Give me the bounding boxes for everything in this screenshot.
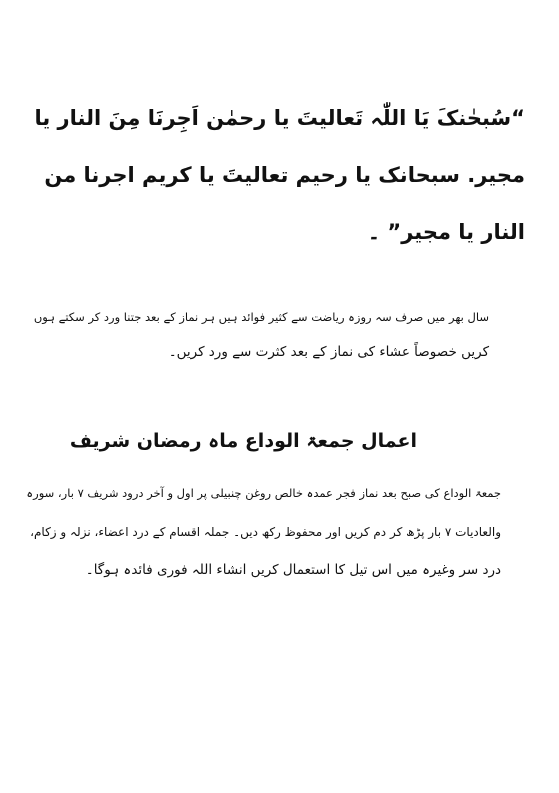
intro-line-2: کریں خصوصاً عشاء کی نماز کے بعد کثرت سے ورد کریں۔ — [168, 344, 489, 360]
section-line-2: والعادیات ۷ بار پڑھ کر دم کریں اور محفوظ رکھ دیں۔ جملہ اقسام کے درد اعضاء، نزلہ و زکام، — [30, 525, 501, 539]
dua-line-3: النار یا مجیر” ۔ — [367, 220, 525, 244]
section-line-1: جمعۃ الوداع کی صبح بعد نماز فجر عمدہ خالص روغن چنبیلی پر اول و آخر درود شریف ۷ بار، سورہ — [26, 486, 501, 500]
dua-line-1: “سُبحٰنکَ یَا اللّٰہ تَعالیتَ یا رحمٰن اَجِرنَا مِنَ النار یا — [34, 106, 525, 130]
section-line-3: درد سر وغیرہ میں اس تیل کا استعمال کریں انشاء اللہ فوری فائدہ ہوگا۔ — [85, 562, 501, 578]
intro-line-1: سال بھر میں صرف سہ روزہ ریاضت سے کثیر فوائد ہیں ہر نماز کے بعد جتنا ورد کر سکتے ہوں — [33, 310, 489, 324]
dua-line-2: مجیر. سبحانک یا رحیم تعالیتَ یا کریم اجرنا من — [44, 163, 525, 187]
section-heading: اعمال جمعۃ الوداع ماہ رمضان شریف — [69, 430, 417, 452]
